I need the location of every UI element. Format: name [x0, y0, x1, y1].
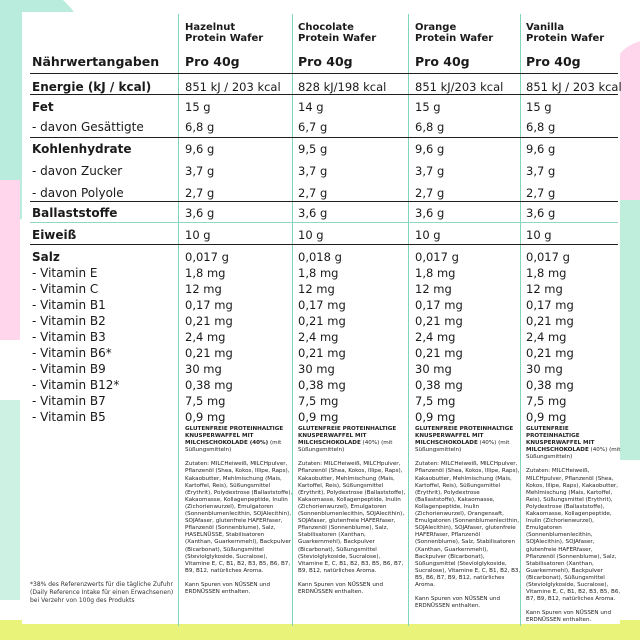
ingredients-heading-bold: GLUTENFREIE PROTEINHALTIGE KNUSPERWAFFEL MIT MILCHSCHOKOLADE — [415, 426, 514, 447]
decor-mint-strip — [620, 200, 640, 460]
row-label: - davon Gesättigte — [32, 120, 144, 134]
nutrient-value: 12 mg — [526, 282, 563, 296]
nutrient-value: 6,8 g — [526, 120, 556, 134]
nutrient-value: 2,7 g — [526, 186, 556, 200]
ingredients-text: Zutaten: MILCHeiweiß, MILCHpulver, Pflanzenöl (Shea, Kokos, Illipe, Raps), Kakaobutter, Mehlmischung (Mais, Kartoffel, Reis), Süßungsmittel (Erythrit), Polydextrose (Ballaststoffe), Kakaomasse, Kollagenpeptide, Inulin (Zichorienwurzel), Emulgatoren (Sonnenblumenlecithin, SOJAlecithin), SOJAfaser, glutenfreie HAFERfaser, Pflanzenöl (Sonnenblume), Salz, Stabilisatoren (Xanthan, Guarkernmehl), Backpulver (Bicarbonat), Süßungsmittel (Steviolglykoside, Sucralose), Vitamine E, C, B1, B2, B3, B5, B6, B7, B9, B12, natürliches Aroma. — [526, 468, 621, 603]
row-label: Eiweiß — [32, 228, 77, 242]
nutrient-value: 0,38 mg — [415, 378, 463, 392]
ingredients-block — [415, 426, 521, 610]
ingredients-heading-suffix: (40%) (mit Süßungsmitteln) — [526, 447, 621, 461]
product-name: Orange — [415, 22, 457, 33]
nutrient-value: 3,7 g — [526, 164, 556, 178]
nutrient-value: 0,21 mg — [415, 346, 463, 360]
nutrient-value: 3,7 g — [185, 164, 215, 178]
row-label: - Vitamin B6* — [32, 346, 112, 360]
row-label: Kohlenhydrate — [32, 142, 132, 156]
row-label: - Vitamin B7 — [32, 394, 106, 408]
nutrient-value: 0,21 mg — [526, 346, 574, 360]
ingredients-heading-suffix: (40%) (mit Süßungsmitteln) — [298, 440, 393, 454]
ingredients-text: Zutaten: MILCHeiweiß, MILCHpulver, Pflanzenöl (Shea, Kokos, Illipe, Raps), Kakaobutter, Mehlmischung (Mais, Kartoffel, Reis), Süßungsmittel (Erythrit), Polydextrose (Ballaststoffe), Kakaomasse, Kollagenpeptide, Inulin (Zichorienwurzel), Orangensaft, Emulgatoren (Sonnenblumenlecithin, SOJAlecithin), SOJAfaser, glutenfreie HAFERfaser, Pflanzenöl (Sonnenblume), Salz, Stabilisatoren (Xanthan, Guarkernmehl), Backpulver (Bicarbonat), Süßungsmittel (Steviolglykoside, Sucralose), Vitamine E, C, B1, B2, B3, B5, B6, B7, B9, B12, natürliches Aroma. — [415, 461, 521, 588]
nutrient-value: 851 kJ / 203 kcal — [185, 80, 281, 94]
ingredients-heading-bold: GLUTENFREIE PROTEINHALTIGE KNUSPERWAFFEL MIT MILCHSCHOKOLADE — [526, 426, 595, 454]
row-label: Ballaststoffe — [32, 206, 118, 220]
header-rule — [30, 73, 618, 74]
ingredients-heading-bold: GLUTENFREIE PROTEINHALTIGE KNUSPERWAFFEL MIT MILCHSCHOKOLADE — [298, 426, 397, 447]
nutrient-value: 10 g — [415, 228, 441, 242]
nutrient-value: 9,6 g — [415, 142, 445, 156]
nutrient-value: 0,21 mg — [526, 314, 574, 328]
row-label: - Vitamin B5 — [32, 410, 106, 424]
nutrient-value: 828 kJ/198 kcal — [298, 80, 387, 94]
nutrient-value: 0,018 g — [298, 250, 342, 264]
nutrient-value: 9,5 g — [298, 142, 328, 156]
nutrient-value: 0,38 mg — [298, 378, 346, 392]
ingredients-heading — [415, 426, 521, 454]
nutrient-value: 0,21 mg — [185, 346, 233, 360]
nutrient-value: 0,17 mg — [298, 298, 346, 312]
nutrient-value: 0,017 g — [185, 250, 229, 264]
column-divider — [408, 14, 409, 626]
nutrient-value: 0,017 g — [415, 250, 459, 264]
nutrient-value: 9,6 g — [526, 142, 556, 156]
nutrient-value: 7,5 mg — [298, 394, 339, 408]
nutrient-value: 6,7 g — [298, 120, 328, 134]
row-label: - davon Zucker — [32, 164, 123, 178]
nutrient-value: 0,21 mg — [415, 314, 463, 328]
nutrient-value: 0,9 mg — [298, 410, 339, 424]
row-label: - Vitamin E — [32, 266, 98, 280]
ingredients-text: Zutaten: MILCHeiweiß, MILCHpulver, Pflanzenöl (Shea, Kokos, Illipe, Raps), Kakaobutter, Mehlmischung (Mais, Kartoffel, Reis), Süßungsmittel (Erythrit), Polydextrose (Ballaststoffe), Kakaomasse, Kollagenpeptide, Inulin (Zichorienwurzel), Emulgatoren (Sonnenblumenlecithin, SOJAlecithin), SOJAfaser, glutenfreie HAFERfaser, Pflanzenöl (Sonnenblume), Salz, Stabilisatoren (Xanthan, Guarkernmehl), Backpulver (Bicarbonat), Süßungsmittel (Steviolglykoside, Sucralose), Vitamine E, C, B1, B2, B3, B5, B6, B7, B9, B12, natürliches Aroma. — [298, 461, 406, 574]
row-label: Fet — [32, 100, 54, 114]
nutrient-value: 2,4 mg — [415, 330, 456, 344]
nutrient-value: 30 mg — [526, 362, 563, 376]
ingredients-heading — [526, 426, 622, 461]
ingredients-block — [185, 426, 293, 596]
nutrient-value: 7,5 mg — [526, 394, 567, 408]
nutrient-value: 12 mg — [415, 282, 452, 296]
nutrient-value: 6,8 g — [415, 120, 445, 134]
ingredients-heading-suffix: (mit Süßungsmitteln) — [185, 440, 282, 454]
allergen-traces: Kann Spuren von NÜSSEN und ERDNÜSSEN enthalten. — [298, 581, 384, 595]
nutrient-value: 15 g — [185, 100, 211, 114]
nutrient-value: 3,6 g — [415, 206, 445, 220]
product-subtitle: Protein Wafer — [415, 33, 494, 44]
ingredients-block — [298, 426, 406, 596]
nutrient-value: 2,7 g — [185, 186, 215, 200]
nutrient-value: 2,4 mg — [526, 330, 567, 344]
product-subtitle: Protein Wafer — [298, 33, 377, 44]
nutrient-value: 10 g — [185, 228, 211, 242]
nutrient-value: 30 mg — [415, 362, 452, 376]
row-rule — [30, 137, 618, 138]
row-label: Energie (kJ / kcal) — [32, 80, 152, 94]
row-label: - Vitamin B9 — [32, 362, 106, 376]
portion-size: Pro 40g — [415, 54, 470, 69]
row-label: - Vitamin B3 — [32, 330, 106, 344]
nutrient-value: 14 g — [298, 100, 324, 114]
nutrient-value: 1,8 mg — [185, 266, 226, 280]
nutrient-value: 3,6 g — [185, 206, 215, 220]
nutrient-value: 10 g — [526, 228, 552, 242]
table-title: Nährwertangaben — [32, 54, 160, 69]
portion-size: Pro 40g — [298, 54, 353, 69]
decor-pink-strip — [0, 180, 20, 340]
nutrient-value: 851 kJ / 203 kcal — [526, 80, 622, 94]
nutrient-value: 0,38 mg — [526, 378, 574, 392]
nutrient-value: 15 g — [526, 100, 552, 114]
product-subtitle: Protein Wafer — [185, 33, 264, 44]
nutrient-value: 2,7 g — [298, 186, 328, 200]
nutrient-value: 1,8 mg — [415, 266, 456, 280]
nutrient-value: 0,17 mg — [185, 298, 233, 312]
portion-size: Pro 40g — [185, 54, 240, 69]
nutrient-value: 0,9 mg — [415, 410, 456, 424]
row-label: Salz — [32, 250, 60, 264]
nutrient-value: 3,6 g — [526, 206, 556, 220]
nutrient-value: 851 kJ/203 kcal — [415, 80, 504, 94]
row-label: - Vitamin C — [32, 282, 99, 296]
row-rule — [30, 222, 618, 223]
decor-mint-strip-left — [0, 400, 20, 600]
ingredients-heading-suffix: (40%) (mit Süßungsmitteln) — [415, 440, 510, 454]
row-rule — [30, 94, 618, 95]
product-name: Hazelnut — [185, 22, 236, 33]
ingredients-heading-bold: GLUTENFREIE PROTEINHALTIGE KNUSPERWAFFEL MIT MILCHSCHOKOLADE (40%) — [185, 426, 284, 447]
product-name: Vanilla — [526, 22, 565, 33]
nutrient-value: 12 mg — [185, 282, 222, 296]
ingredients-text: Zutaten: MILCHeiweiß, MILCHpulver, Pflanzenöl (Shea, Kokos, Illipe, Raps), Kakaobutter, Mehlmischung (Mais, Kartoffel, Reis), Süßungsmittel (Erythrit), Polydextrose (Ballaststoffe), Kakaomasse, Kollagenpeptide, Inulin (Zichorienwurzel), Emulgatoren (Sonnenblumenlecithin, SOJAlecithin), SOJAfaser, glutenfreie HAFERfaser, Pflanzenöl (Sonnenblume), Salz, HASELNÜSSE, Stabilisatoren (Xanthan, Guarkernmehl), Backpulver (Bicarbonat), Süßungsmittel (Steviolglykoside, Sucralose), Vitamine E, C, B1, B2, B3, B5, B6, B7, B9, B12, natürliches Aroma. — [185, 461, 293, 574]
product-name: Chocolate — [298, 22, 354, 33]
nutrient-value: 0,21 mg — [298, 346, 346, 360]
nutrient-value: 3,6 g — [298, 206, 328, 220]
nutrient-value: 9,6 g — [185, 142, 215, 156]
row-rule — [30, 201, 618, 202]
nutrient-value: 7,5 mg — [415, 394, 456, 408]
allergen-traces: Kann Spuren von NÜSSEN und ERDNÜSSEN enthalten. — [415, 596, 501, 610]
nutrient-value: 15 g — [415, 100, 441, 114]
row-label: - Vitamin B1 — [32, 298, 106, 312]
footnote: *38% des Referenzwerts für die tägliche Zufuhr (Daily Reference Intake für einen Erwachsenen) bei Verzehr von 100g des Produkts — [30, 581, 174, 604]
nutrient-value: 2,4 mg — [298, 330, 339, 344]
nutrient-value: 2,4 mg — [185, 330, 226, 344]
nutrient-value: 30 mg — [298, 362, 335, 376]
nutrient-value: 3,7 g — [415, 164, 445, 178]
allergen-traces: Kann Spuren von NÜSSEN und ERDNÜSSEN enthalten. — [526, 610, 612, 624]
nutrient-value: 30 mg — [185, 362, 222, 376]
nutrient-value: 0,9 mg — [185, 410, 226, 424]
column-divider — [178, 14, 179, 626]
row-rule — [30, 244, 618, 245]
ingredients-heading — [298, 426, 406, 454]
nutrient-value: 0,9 mg — [526, 410, 567, 424]
nutrient-value: 1,8 mg — [526, 266, 567, 280]
nutrient-value: 6,8 g — [185, 120, 215, 134]
portion-size: Pro 40g — [526, 54, 581, 69]
nutrient-value: 1,8 mg — [298, 266, 339, 280]
row-label: - Vitamin B12* — [32, 378, 120, 392]
nutrient-value: 0,21 mg — [298, 314, 346, 328]
nutrient-value: 2,7 g — [415, 186, 445, 200]
allergen-traces: Kann Spuren von NÜSSEN und ERDNÜSSEN enthalten. — [185, 581, 271, 595]
nutrient-value: 7,5 mg — [185, 394, 226, 408]
nutrient-value: 12 mg — [298, 282, 335, 296]
row-label: - davon Polyole — [32, 186, 124, 200]
ingredients-heading — [185, 426, 293, 454]
nutrient-value: 0,21 mg — [185, 314, 233, 328]
nutrient-value: 0,17 mg — [415, 298, 463, 312]
nutrient-value: 0,017 g — [526, 250, 570, 264]
nutrient-value: 0,17 mg — [526, 298, 574, 312]
product-subtitle: Protein Wafer — [526, 33, 605, 44]
row-label: - Vitamin B2 — [32, 314, 106, 328]
nutrient-value: 10 g — [298, 228, 324, 242]
ingredients-block — [526, 426, 622, 624]
nutrient-value: 0,38 mg — [185, 378, 233, 392]
nutrient-value: 3,7 g — [298, 164, 328, 178]
